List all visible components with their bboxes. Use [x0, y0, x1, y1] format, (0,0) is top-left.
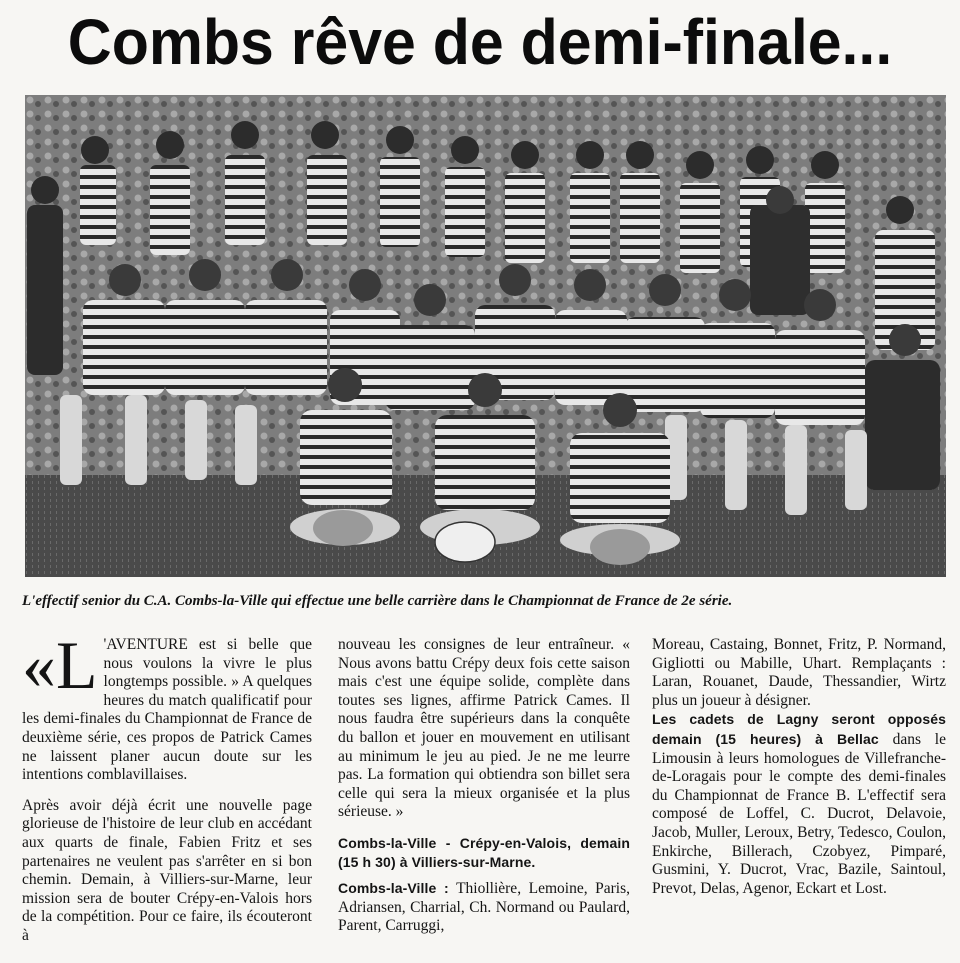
- cadets-text: dans le Limousin à leurs homologues de Villefranche-de-Loragais pour le compte des demi-finales du Championnat de France B. L'effectif sera composé de Loffel, C. Ducrot, Delavoie, Jacob, Muller, Leroux, Betry, Tedesco, Coulon, Enkirche, Billerach, Czobyez, Pimparé, Gusmini, Y. Ducrot, Vrac, Bazile, Saintoul, Prevot, Delas, Agenor, Eckart et Lost.: [652, 730, 946, 897]
- match-heading: Combs-la-Ville - Crépy-en-Valois, demain (15 h 30) à Villiers-sur-Marne.: [338, 834, 630, 870]
- photo-caption: L'effectif senior du C.A. Combs-la-Ville qui effectue une belle carrière dans le Championnat de France de 2e série.: [22, 593, 733, 609]
- article-column-1: [22, 627, 312, 946]
- team-photo-illustration: [25, 95, 946, 577]
- team-label: Combs-la-Ville :: [338, 880, 449, 897]
- lineup-continued: Moreau, Castaing, Bonnet, Fritz, P. Normand, Gigliotti ou Mabille, Uhart. Remplaçants : Laran, Rouanet, Daude, Thessandier, Wirtz plus un joueur à désigner.: [652, 636, 946, 709]
- paragraph-2: Après avoir déjà écrit une nouvelle page glorieuse de l'histoire de leur club en accédant aux quarts de finale, Fabien Fritz et ses partenaires ne veulent pas s'arrêter en si bon chemin. Demain, à Villiers-sur-Marne, leur mission sera de bouter Crépy-en-Valois hors de la compétition. Pour ce faire, ils écouteront à: [22, 796, 312, 944]
- article-column-2: [338, 636, 630, 936]
- dropcap: «L: [22, 627, 98, 703]
- cadets-heading: Les cadets de Lagny seront opposés demain (15 heures) à Bellac: [652, 711, 946, 747]
- headline: Combs rêve de demi-finale...: [67, 6, 893, 78]
- article-column-3: [652, 636, 946, 898]
- intro-lead-word: 'AVENTURE: [103, 636, 188, 653]
- paragraph-intro: [22, 627, 312, 785]
- team-lineup: [338, 879, 630, 936]
- team-photo: [25, 95, 946, 577]
- team-list: Thiollière, Lemoine, Paris, Adriansen, Charrial, Ch. Normand ou Paulard, Parent, Carruggi,: [338, 880, 630, 935]
- intro-text: est si belle que nous voulons la vivre le plus longtemps possible. » A quelques heures du match qualificatif pour les demi-finales du Championnat de France de deuxième série, ces propos de Patrick Cames ne laissent planer aucun doute sur les intentions comblavillaises.: [22, 636, 312, 784]
- cadets-paragraph: [652, 710, 946, 898]
- paragraph-quote: nouveau les consignes de leur entraîneur. « Nous avons battu Crépy deux fois cette saison mais c'est une équipe solide, complète dans toutes ses lignes, affirme Patrick Cames. Il nous faudra être supérieurs dans la conquête du ballon et jouer en mouvement en utilisant au minimum le jeu au pied. Je ne me leurre pas. La formation qui obtiendra son billet sera celle qui sera la mieux organisée et la plus sérieuse. »: [338, 636, 630, 821]
